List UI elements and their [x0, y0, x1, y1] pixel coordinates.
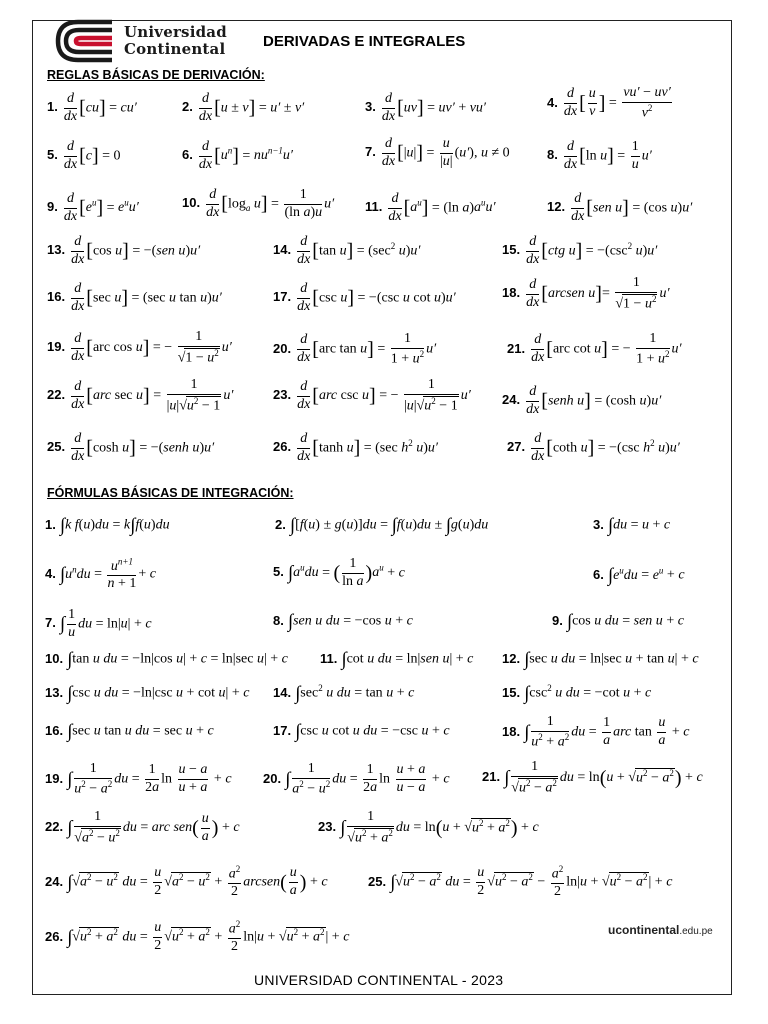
derivative-26: 26. $\frac{d}{dx}$ [tanh u] = (sec $h^2$ u)u′ [273, 431, 438, 464]
integral-18: 18. ∫ $\frac{1}{u^2 + a^2}$ du = $\frac{1}{a}$ arc tan $\frac{u}{a}$ + c [502, 714, 690, 750]
integral-2: 2. ∫[f(u) ± g(u)]du = ∫f(u)du ± ∫g(u)du [275, 515, 489, 536]
integral-5: 5. $\int a^udu$ = ( $\frac{1}{\text{ln a}}$ )$a^u + c$ [273, 556, 405, 589]
footer-text: UNIVERSIDAD CONTINENTAL - 2023 [254, 972, 504, 988]
derivative-20: 20. $\frac{d}{dx}$ [arc tan u] = $\frac{1}{1 + u^2}$ u′ [273, 331, 437, 367]
derivative-12: 12. $\frac{d}{dx}$ [sen u] = (cos u)u′ [547, 191, 693, 224]
integral-22: 22. ∫ $\frac{1}{√a^2 - u^2}$ du = arc sen( $\frac{u}{a}$ ) + c [45, 809, 240, 846]
integral-21: 21. ∫ $\frac{1}{√u^2 - a^2}$ du = $\ln(u + √u^2 - a^2) + c$ [482, 759, 703, 796]
integral-15: 15. $\int\csc^2$ u du = −cot u + c [502, 683, 652, 704]
logo-text-line2: Continental [124, 40, 226, 58]
derivative-10: 10. $\frac{d}{dx}$ [$\log_a$ u] = $\frac{1}{\text{(ln a)u}}$ u′ [182, 187, 335, 220]
website-url [608, 923, 713, 937]
integral-14: 14. $\int\sec^2$ u du = tan u + c [273, 683, 415, 704]
section-title-derivation: REGLAS BÁSICAS DE DERIVACIÓN: [47, 68, 265, 82]
integral-12: 12. ∫sec u du = ln|sec u + tan u| + c [502, 649, 699, 670]
derivative-11: 11. $\frac{d}{dx}$ $[a^u] = (\ln$ $a)a^uu'$ [365, 191, 496, 224]
university-logo [52, 18, 232, 66]
integral-10: 10. ∫tan u du = −ln|cos u| + c = ln|sec u| + c [45, 649, 288, 670]
derivative-27: 27. $\frac{d}{dx}$ [coth u] = −(csc $h^2$ u)u′ [507, 431, 680, 464]
website-suffix: .edu.pe [679, 926, 713, 937]
derivative-14: 14. $\frac{d}{dx}$ [tan $u] = (\sec^2$ u)u′ [273, 234, 421, 267]
derivative-6: 6. $\frac{d}{dx}$ $[u^n] = nu^{n-1}u'$ [182, 139, 293, 172]
derivative-15: 15. $\frac{d}{dx}$ [ctg $u] = -(\csc^2$ u)u′ [502, 234, 658, 267]
integral-26: 26. $\int√u^2 + a^2$ du = $\frac{u}{2}$ $√u^2 + a^2$ + $\frac{a^2}{2}$ $\ln|u + √u^2 + a^2| + c$ [45, 919, 350, 955]
logo-text-line1: Universidad [124, 23, 227, 41]
integral-19: 19. ∫ $\frac{1}{u^2 - a^2}$ du = $\frac{1}{2a}$ ln $\frac{u - a}{u + a}$ + c [45, 761, 232, 797]
derivative-19: 19. $\frac{d}{dx}$ [arc cos u] = − $\frac{1}{√1 - u^2}$ u′ [47, 329, 232, 366]
integral-6: 6. $\int e^udu = e^u + c$ [593, 565, 685, 586]
derivative-1: 1. $\frac{d}{dx}$ [cu] = cu′ [47, 91, 137, 124]
derivative-21: 21. $\frac{d}{dx}$ [arc cot u] = − $\frac{1}{1 + u^2}$ u′ [507, 331, 682, 367]
section-title-integration: FÓRMULAS BÁSICAS DE INTEGRACIÓN: [47, 486, 294, 500]
derivative-18: 18. $\frac{d}{dx}$ [arcsen u]= $\frac{1}{√1 - u^2}$ u′ [502, 275, 670, 312]
derivative-16: 16. $\frac{d}{dx}$ [sec u] = (sec u tan u)u′ [47, 281, 222, 314]
integral-7: 7. ∫ $\frac{1}{u}$ du = ln|u| + c [45, 607, 152, 640]
derivative-13: 13. $\frac{d}{dx}$ [cos u] = −(sen u)u′ [47, 234, 201, 267]
website-main: ucontinental [608, 923, 680, 937]
integral-24: 24. $\int√a^2 - u^2$ du = $\frac{u}{2}$ $√a^2 - u^2$ + $\frac{a^2}{2}$ arcsen( $\frac{u}{a}$ ) + c [45, 864, 328, 900]
derivative-9: 9. $\frac{d}{dx}$ $[e^u] = e^uu'$ [47, 191, 139, 224]
derivative-5: 5. $\frac{d}{dx}$ [c] = 0 [47, 139, 121, 172]
derivative-3: 3. $\frac{d}{dx}$ [uv] = uv′ + vu′ [365, 91, 486, 124]
integral-17: 17. ∫csc u cot u du = −csc u + c [273, 721, 450, 742]
integral-1: 1. ∫k f(u)du = k∫f(u)du [45, 515, 170, 536]
derivative-7: 7. $\frac{d}{dx}$ [|u|] = $\frac{u}{|u|}$ (u′), u ≠ 0 [365, 136, 510, 169]
derivative-24: 24. $\frac{d}{dx}$ [senh u] = (cosh u)u′ [502, 384, 662, 417]
derivative-22: 22. $\frac{d}{dx}$ [arc sec u] = $\frac{1}{|u|√u^2 - 1}$ u′ [47, 377, 234, 414]
derivative-17: 17. $\frac{d}{dx}$ [csc u] = −(csc u cot u)u′ [273, 281, 456, 314]
integral-4: 4. $\int u^ndu$ = $\frac{u^{n+1}}{n + 1}$ + c [45, 556, 156, 592]
derivative-25: 25. $\frac{d}{dx}$ [cosh u] = −(senh u)u′ [47, 431, 215, 464]
integral-13: 13. ∫csc u du = −ln|csc u + cot u| + c [45, 683, 250, 704]
integral-8: 8. ∫sen u du = −cos u + c [273, 611, 413, 632]
logo-mark-icon [52, 18, 118, 64]
integral-3: 3. ∫du = u + c [593, 515, 671, 536]
integral-25: 25. $\int√u^2 - a^2$ du = $\frac{u}{2}$ $√u^2 - a^2$ − $\frac{a^2}{2}$ $\ln|u + √u^2 - a^2| + c$ [368, 864, 673, 900]
document-title: DERIVADAS E INTEGRALES [263, 33, 466, 50]
integral-16: 16. ∫sec u tan u du = sec u + c [45, 721, 214, 742]
integral-11: 11. ∫cot u du = ln|sen u| + c [320, 649, 474, 670]
derivative-23: 23. $\frac{d}{dx}$ [arc csc u] = − $\frac{1}{|u|√u^2 - 1}$ u′ [273, 377, 471, 414]
derivative-4: 4. $\frac{d}{dx}$ [ $\frac{u}{v}$ ] = $\frac{vu' - uv'}{v^2}$ [547, 85, 671, 121]
derivative-2: 2. $\frac{d}{dx}$ [u ± v] = u′ ± v′ [182, 91, 305, 124]
integral-20: 20. ∫ $\frac{1}{a^2 - u^2}$ du = $\frac{1}{2a}$ ln $\frac{u + a}{u - a}$ + c [263, 761, 450, 797]
integral-9: 9. ∫cos u du = sen u + c [552, 611, 684, 632]
derivative-8: 8. $\frac{d}{dx}$ [ln u] = $\frac{1}{u}$ u′ [547, 139, 652, 172]
integral-23: 23. ∫ $\frac{1}{√u^2 + a^2}$ du = $\ln(u + √u^2 + a^2) + c$ [318, 809, 539, 846]
